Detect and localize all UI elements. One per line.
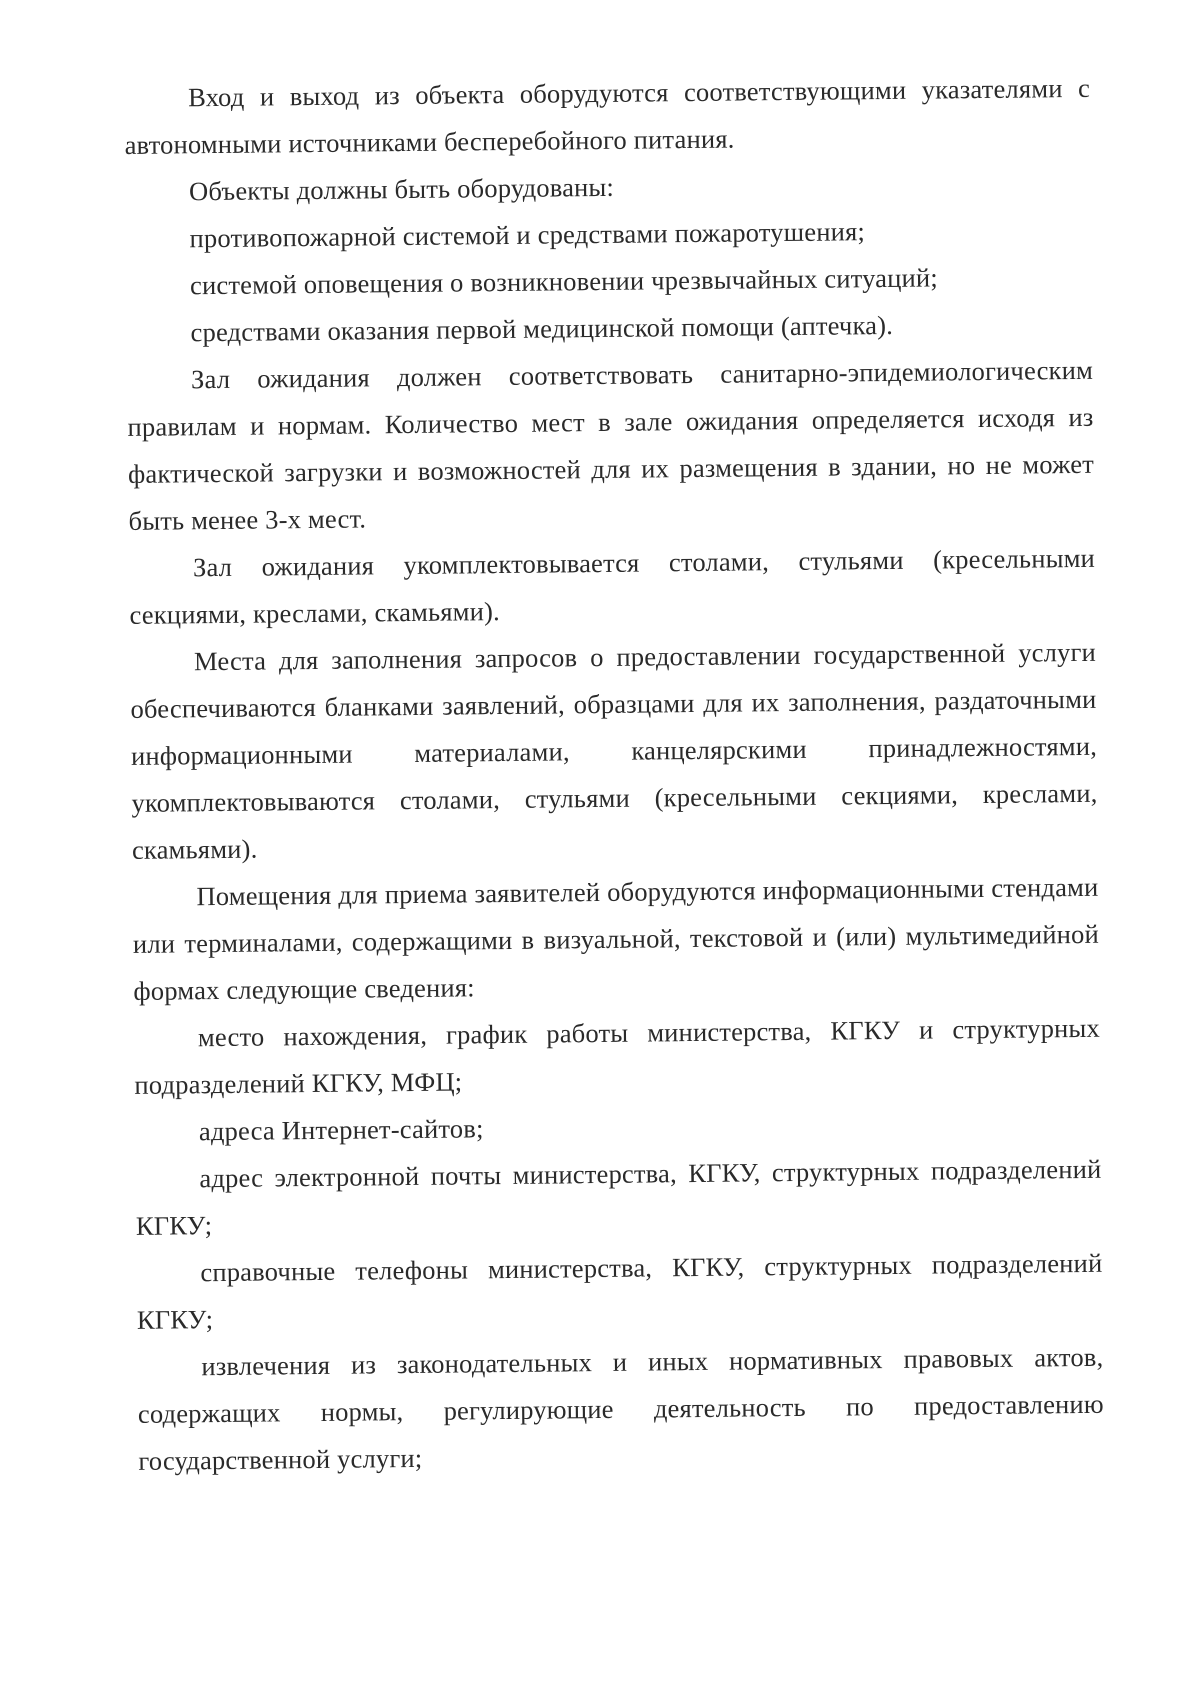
list-item-legal-extracts: извлечения из законодательных и иных нормативных правовых актов, содержащих нормы, регулирующие деятельность по предоставлению государственной услуги; [137,1341,1104,1476]
paragraph-info-stands: Помещения для приема заявителей оборудуются информационными стендами или терминалами, содержащими в визуальной, текстовой и (или) мультимедийной формах следующие сведения: [132,871,1100,1006]
list-item-phones: справочные телефоны министерства, КГКУ, структурных подразделений КГКУ; [136,1247,1103,1335]
paragraph-equipment-intro: Объекты должны быть оборудованы: [188,171,615,207]
paragraph-entrance-exit: Вход и выход из объекта оборудуются соответствующими указателями с автономными источниками бесперебойного питания. [124,72,1091,160]
list-item-websites: адреса Интернет-сайтов; [198,1113,484,1147]
list-item-first-aid: средствами оказания первой медицинской помощи (аптечка). [190,309,894,348]
paragraph-request-places: Места для заполнения запросов о предоставлении государственной услуги обеспечиваются бланками заявлений, образцами для их заполнения, раздаточными информационными материалами, канцелярскими принадлежностями, укомплектовываются столами, стульями (кресельными секциями, креслами, скамьями). [130,636,1098,865]
list-item-email: адрес электронной почты министерства, КГКУ, структурных подразделений КГКУ; [135,1153,1102,1241]
paragraph-waiting-hall-norms: Зал ожидания должен соответствовать санитарно-эпидемиологическим правилам и нормам. Количество мест в зале ожидания определяется исходя из фактической загрузки и возможностей для их размещения в здании, но не может быть менее 3-х мест. [127,354,1095,536]
list-item-warning-system: системой оповещения о возникновении чрезвычайных ситуаций; [189,262,939,301]
document-body [124,65,1105,1485]
paragraph-waiting-hall-furniture: Зал ожидания укомплектовывается столами, стульями (кресельными секциями, креслами, скамьями). [129,542,1096,630]
list-item-fire-system: противопожарной системой и средствами пожаротушения; [189,216,866,254]
list-item-location-schedule: место нахождения, график работы министерства, КГКУ и структурных подразделений КГКУ, МФЦ; [134,1012,1101,1100]
